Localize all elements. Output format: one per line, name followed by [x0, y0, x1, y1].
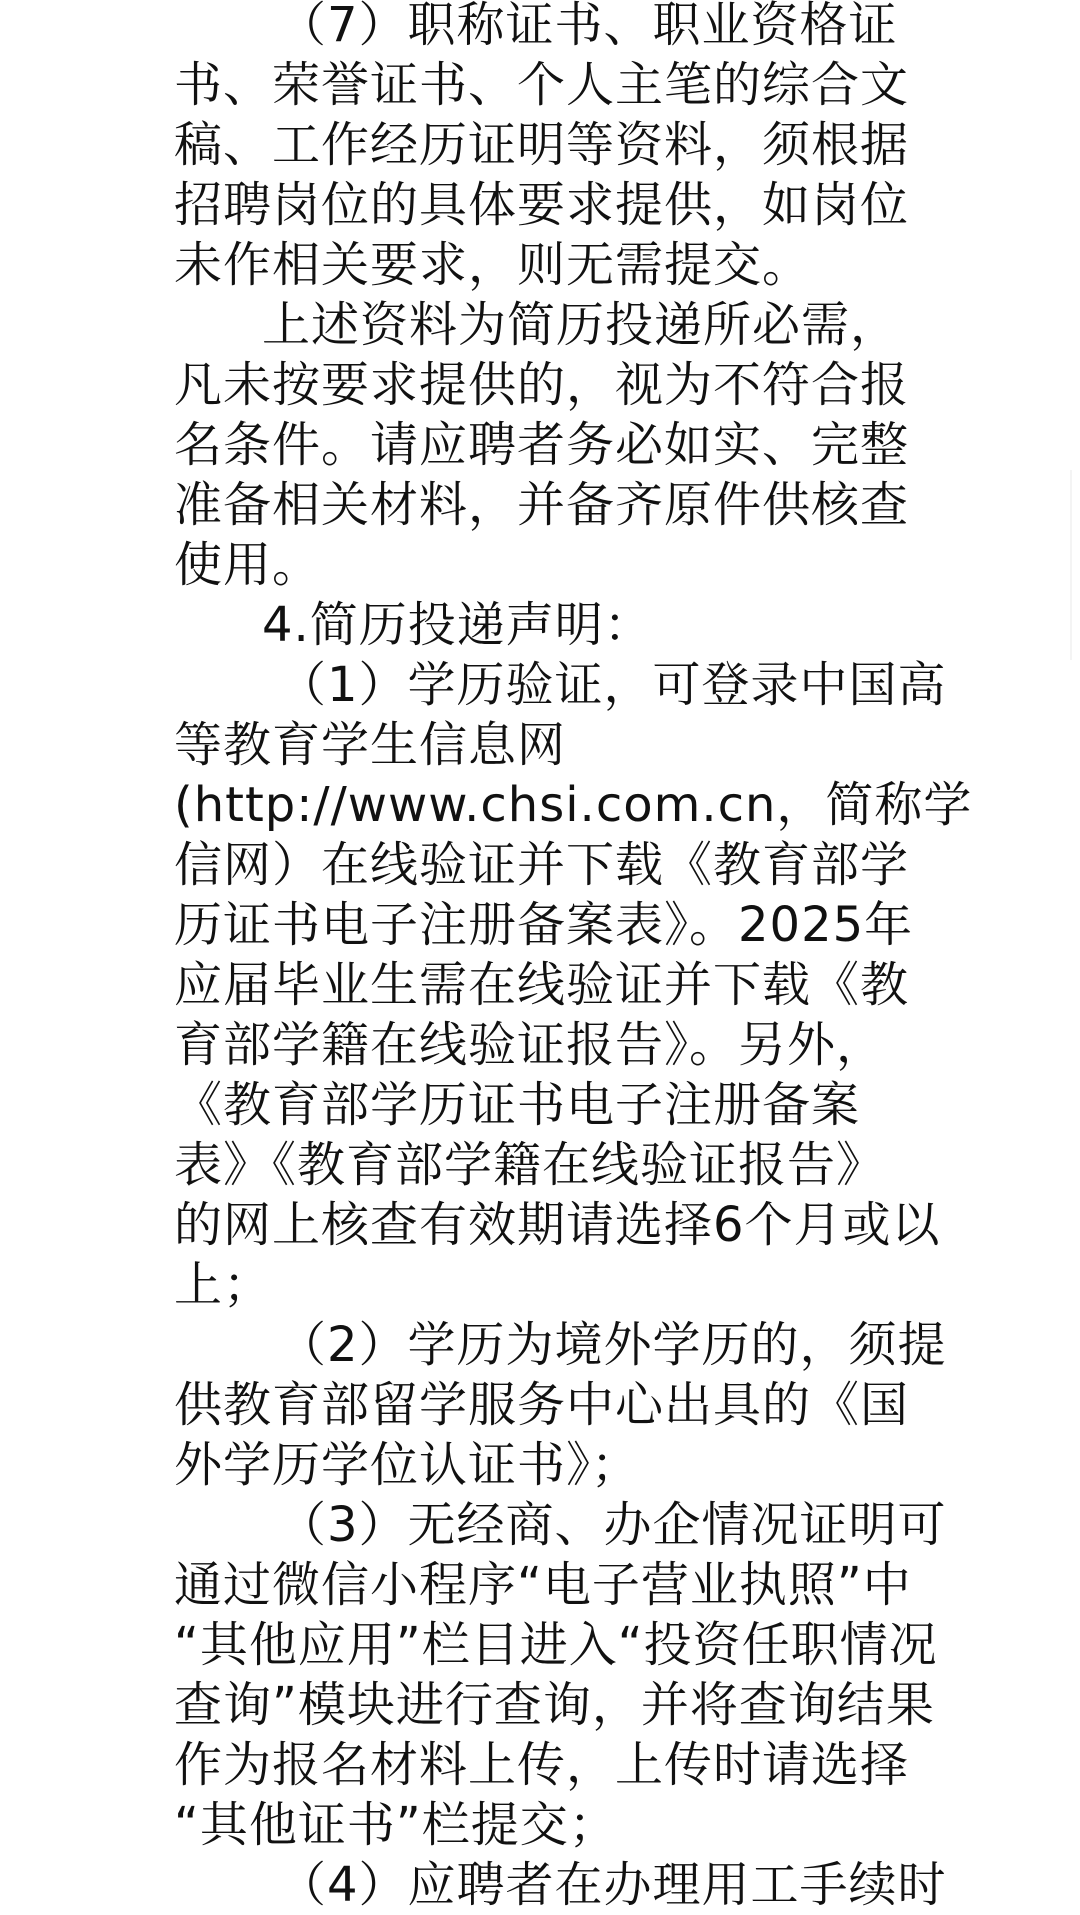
text-line: 应届毕业生需在线验证并下载《教	[174, 957, 910, 1013]
text-line: 育部学籍在线验证报告》。另外，	[174, 1017, 886, 1073]
text-line: “其他应用”栏目进入“投资任职情况	[174, 1617, 938, 1673]
text-line: 书、荣誉证书、个人主笔的综合文	[174, 57, 910, 113]
text-line: （7）职称证书、职业资格证	[278, 0, 898, 53]
text-line: 作为报名材料上传，上传时请选择	[174, 1737, 910, 1793]
text-line: 未作相关要求，则无需提交。	[174, 237, 812, 293]
text-line: （3）无经商、办企情况证明可	[278, 1497, 947, 1553]
text-line: 招聘岗位的具体要求提供，如岗位	[174, 177, 910, 233]
text-line: （2）学历为境外学历的，须提	[278, 1317, 947, 1373]
text-line: 凡未按要求提供的，视为不符合报	[174, 357, 910, 413]
text-line: 信网）在线验证并下载《教育部学	[174, 837, 910, 893]
text-line: 查询”模块进行查询，并将查询结果	[174, 1677, 935, 1733]
text-line: 供教育部留学服务中心出具的《国	[174, 1377, 910, 1433]
text-line: 外学历学位认证书》；	[174, 1437, 641, 1493]
text-line: 等教育学生信息网	[174, 717, 567, 773]
text-line: 上；	[174, 1257, 273, 1313]
scroll-indicator	[1070, 470, 1072, 660]
text-line: 名条件。请应聘者务必如实、完整	[174, 417, 910, 473]
text-line: 《教育部学历证书电子注册备案	[174, 1077, 861, 1133]
text-line: 使用。	[174, 537, 322, 593]
text-line: 历证书电子注册备案表》。2025年	[174, 897, 914, 953]
text-line: 的网上核查有效期请选择6个月或以	[174, 1197, 941, 1253]
text-line: （1）学历验证，可登录中国高	[278, 657, 947, 713]
text-line: 表》《教育部学籍在线验证报告》	[174, 1137, 886, 1193]
text-line: （4）应聘者在办理用工手续时	[278, 1857, 947, 1913]
text-line: “其他证书”栏提交；	[174, 1797, 618, 1853]
section-heading: 4.简历投递声明：	[262, 597, 653, 653]
text-line: (http://www.chsi.com.cn，简称学	[174, 777, 973, 833]
text-line: 稿、工作经历证明等资料，须根据	[174, 117, 910, 173]
text-line: 上述资料为简历投递所必需，	[262, 297, 900, 353]
text-line: 准备相关材料，并备齐原件供核查	[174, 477, 910, 533]
text-line: 通过微信小程序“电子营业执照”中	[174, 1557, 912, 1613]
